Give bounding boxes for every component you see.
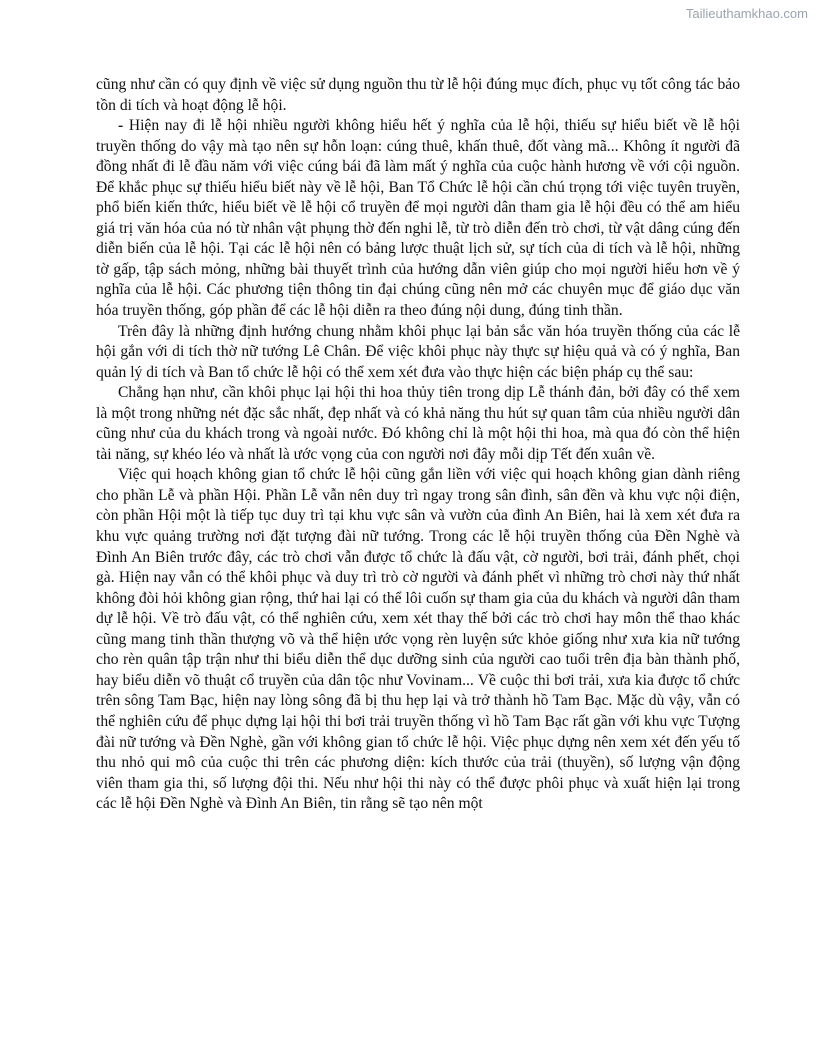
paragraph-text: cũng như cần có quy định về việc sử dụng nguồn thu từ lễ hội đúng mục đích, phục vụ tốt công tác bảo tồn di tích và hoạt động lễ hội.	[96, 76, 740, 114]
paragraph-text: Hiện nay đi lễ hội nhiều người không hiểu hết ý nghĩa của lễ hội, thiếu sự hiểu biết về lễ hội truyền thống do vậy mà tạo nên sự hỗn loạn: cúng thuê, khấn thuê, đốt vàng mã... Không ít người đã đồng nhất đi lễ đầu năm với việc cúng bái đã làm mất ý nghĩa của cuộc hành hương về với cội nguồn. Để khắc phục sự thiếu hiểu biết này về lễ hội, Ban Tổ Chức lễ hội cần chú trọng tới việc tuyên truyền, phổ biến kiến thức, hiểu biết về lễ hội cổ truyền để mọi người dân tham gia lễ hội đều có thể am hiểu giá trị văn hóa của nó từ nhân vật phụng thờ đến nghi lễ, từ trò diễn đến trò chơi, từ vật dâng cúng đến diễn biến của lễ hội. Tại các lễ hội nên có bảng lược thuật lịch sử, sự tích của di tích và lễ hội, những tờ gấp, tập sách mỏng, những bài thuyết trình của hướng dẫn viên giúp cho mọi người hiểu hơn về ý nghĩa của lễ hội. Các phương tiện thông tin đại chúng cũng nên mở các chuyên mục để giáo dục văn hóa truyền thống, góp phần để các lễ hội diễn ra theo đúng nội dung, đúng tinh thần.	[96, 117, 740, 320]
paragraph-text: Trên đây là những định hướng chung nhằm khôi phục lại bản sắc văn hóa truyền thống của các lễ hội gắn với di tích thờ nữ tướng Lê Chân. Để việc khôi phục này thực sự hiệu quả và có ý nghĩa, Ban quản lý di tích và Ban tổ chức lễ hội có thể xem xét đưa vào thực hiện các biện pháp cụ thể sau:	[96, 322, 740, 381]
paragraph-flower-contest	[96, 383, 740, 465]
bullet-dash: -	[118, 117, 129, 135]
paragraph-text: Chẳng hạn như, cần khôi phục lại hội thi hoa thủy tiên trong dịp Lễ thánh đản, bởi đây có thể xem là một trong những nét đặc sắc nhất, đẹp nhất và có khả năng thu hút sự quan tâm của nhiều người dân cũng như của du khách trong và ngoài nước. Đó không chỉ là một hội thi hoa, mà qua đó còn thể hiện tài năng, sự khéo léo và nhất là ước vọng của con người nơi đây mỗi dịp Tết đến xuân về.	[96, 384, 740, 463]
document-body	[96, 75, 740, 815]
paragraph-summary	[96, 322, 740, 384]
paragraph-continuation	[96, 75, 740, 116]
paragraph-text: Việc qui hoạch không gian tổ chức lễ hội cũng gắn liền với việc qui hoạch không gian dành riêng cho phần Lễ và phần Hội. Phần Lễ vẫn nên duy trì ngay trong sân đình, sân đền và khu vực nội điện, còn phần Hội một là tiếp tục duy trì tại khu vực sân và vườn của đình An Biên, hai là xem xét đưa ra khu vực quảng trường nơi đặt tượng đài nữ tướng. Trong các lễ hội truyền thống của Đền Nghè và Đình An Biên trước đây, các trò chơi vẫn được tổ chức là đấu vật, cờ người, bơi trải, đánh phết, chọi gà. Hiện nay vẫn có thể khôi phục và duy trì trò cờ người và đánh phết vì những trò chơi này thứ nhất không đòi hỏi không gian rộng, thứ hai lại có thể lôi cuốn sự tham gia của du khách và người dân tham dự lễ hội. Về trò đấu vật, có thể nghiên cứu, xem xét thay thế bởi các trò chơi hay môn thể thao khác cũng mang tinh thần thượng võ và thể hiện ước vọng rèn luyện sức khỏe giống như xưa kia nữ tướng cho rèn quân tập trận như thi biểu diễn thể dục dưỡng sinh của người cao tuổi trên địa bàn thành phố, hay biểu diễn võ thuật cổ truyền của dân tộc như Vovinam... Về cuộc thi bơi trải, xưa kia được tổ chức trên sông Tam Bạc, hiện nay lòng sông đã bị thu hẹp lại và trở thành hồ Tam Bạc. Mặc dù vậy, vẫn có thể nghiên cứu để phục dựng lại hội thi bơi trải truyền thống vì hồ Tam Bạc rất gần với khu vực Tượng đài nữ tướng và Đền Nghè, gần với không gian tổ chức lễ hội. Việc phục dựng nên xem xét đến yếu tố thu nhỏ qui mô của cuộc thi trên các phương diện: kích thước của trải (thuyền), số lượng vận động viên tham gia thi, số lượng đội thi. Nếu như hội thi này có thể được phôi phục và xuất hiện lại trong các lễ hội Đền Nghè và Đình An Biên, tin rằng sẽ tạo nên một	[96, 466, 740, 813]
paragraph-festival-space	[96, 465, 740, 814]
paragraph-bullet	[96, 116, 740, 321]
watermark-text: Tailieuthamkhao.com	[685, 6, 808, 21]
